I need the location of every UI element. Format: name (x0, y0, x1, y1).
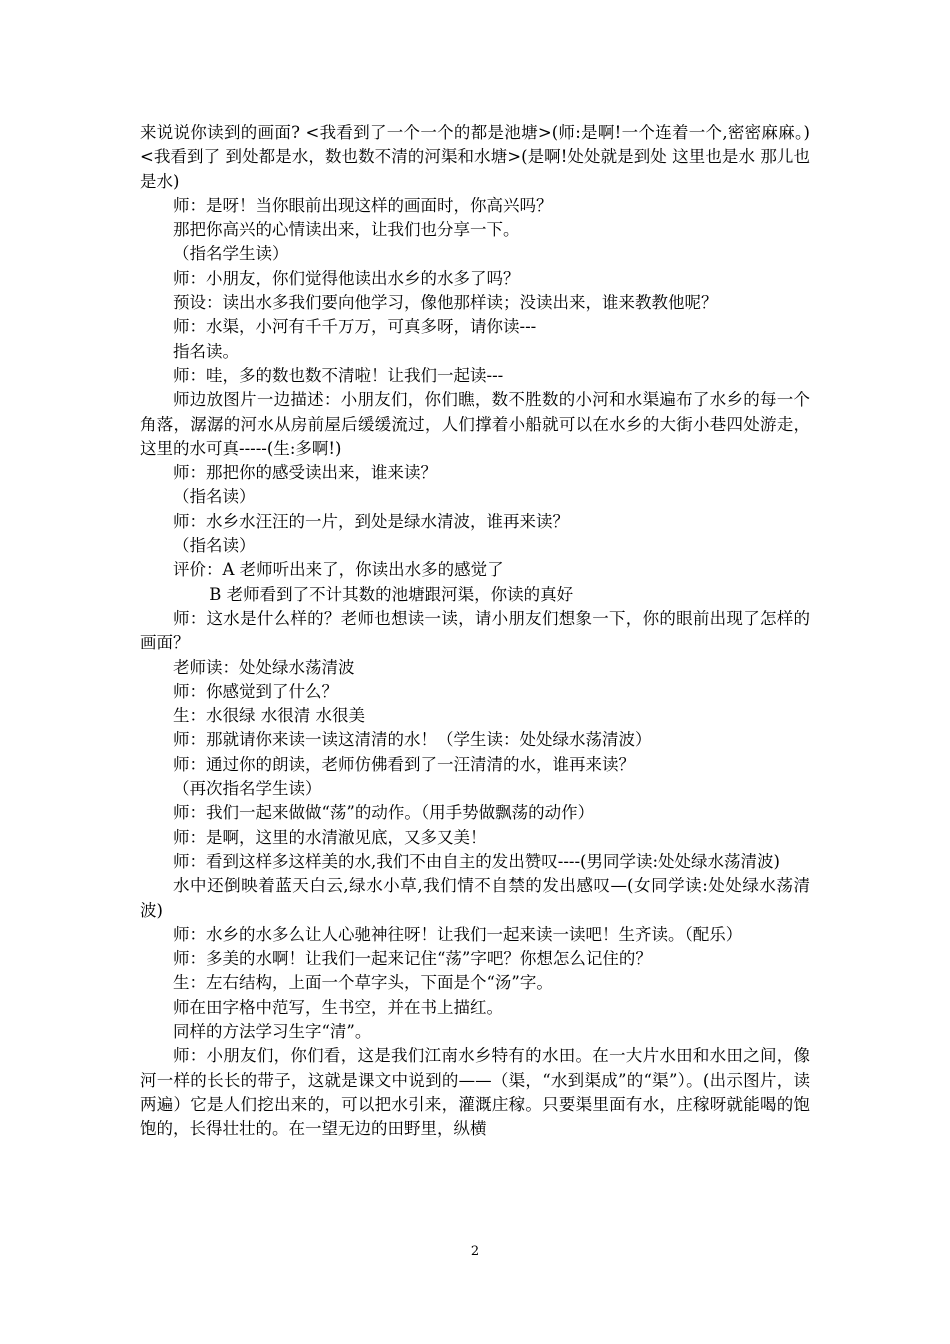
paragraph: 那把你高兴的心情读出来，让我们也分享一下。 (173, 220, 520, 240)
paragraph: 水中还倒映着蓝天白云,绿水小草,我们情不自禁的发出感叹—(女同学读:处处绿水荡清波) (140, 876, 810, 920)
paragraph: 预设：读出水多我们要向他学习，像他那样读；没读出来，谁来教教他呢？ (173, 293, 718, 313)
paragraph: 师：我们一起来做做“荡”的动作。（用手势做飘荡的动作） (173, 803, 595, 823)
paragraph: 师：小朋友，你们觉得他读出水乡的水多了吗？ (173, 268, 520, 288)
paragraph: 师：看到这样多这样美的水,我们不由自主的发出赞叹----(男同学读:处处绿水荡清波) (173, 851, 780, 871)
body-text (140, 121, 810, 1141)
paragraph: 指名读。 (173, 341, 239, 361)
paragraph: 师：多美的水啊！让我们一起来记住“荡”字吧？你想怎么记住的？ (173, 949, 652, 969)
paragraph: 师：水乡的水多么让人心驰神往呀！让我们一起来读一读吧！生齐读。（配乐） (173, 924, 743, 944)
paragraph: 老师读：处处绿水荡清波 (173, 657, 355, 677)
paragraph: （指名学生读） (173, 244, 289, 264)
paragraph: （指名读） (173, 487, 256, 507)
page-number: 2 (470, 1244, 480, 1259)
paragraph: B 老师看到了不计其数的池塘跟河渠，你读的真好 (209, 584, 574, 604)
paragraph: 师：这水是什么样的？老师也想读一读，请小朋友们想象一下，你的眼前出现了怎样的画面？ (140, 608, 810, 653)
paragraph: 生：水很绿 水很清 水很美 (173, 706, 365, 726)
paragraph: （指名读） (173, 536, 256, 556)
paragraph: 师：水乡水汪汪的一片，到处是绿水清波，谁再来读？ (173, 511, 569, 531)
paragraph: 师：通过你的朗读，老师仿佛看到了一汪清清的水，谁再来读？ (173, 754, 635, 774)
paragraph: （再次指名学生读） (173, 779, 322, 799)
paragraph: 师：小朋友们，你们看，这是我们江南水乡特有的水田。在一大片水田和水田之间，像河一样的长长的带子，这就是课文中说到的——（渠，“水到渠成”的“渠”）。(出示图片，读两遍）它是人们挖出来的，可以把水引来，灌溉庄稼。只要渠里面有水，庄稼呀就能喝的饱饱的，长得壮壮的。在一望无边的田野里，纵横 (140, 1046, 810, 1139)
paragraph: 师：水渠，小河有千千万万，可真多呀，请你读--- (173, 317, 537, 337)
paragraph: 来说说你读到的画面? <我看到了一个一个的都是池塘>(师:是啊!一个连着一个,密密麻麻。) <我看到了 到处都是水，数也数不清的河渠和水塘>(是啊!处处就是到处 这里也是水 那儿也是水) (140, 123, 810, 191)
paragraph: 评价：A 老师听出来了，你读出水多的感觉了 (173, 560, 504, 580)
paragraph: 师：哇，多的数也数不清啦！让我们一起读--- (173, 365, 504, 385)
paragraph: 师在田字格中范写，生书空，并在书上描红。 (173, 997, 503, 1017)
paragraph: 师：那就请你来读一读这清清的水！（学生读：处处绿水荡清波） (173, 730, 652, 750)
paragraph: 师：是呀！当你眼前出现这样的画面时，你高兴吗？ (173, 195, 553, 215)
paragraph: 生：左右结构，上面一个草字头，下面是个“汤”字。 (173, 973, 553, 993)
paragraph: 同样的方法学习生字“清”。 (173, 1021, 372, 1041)
paragraph: 师：那把你的感受读出来，谁来读？ (173, 463, 437, 483)
paragraph: 师边放图片一边描述：小朋友们，你们瞧，数不胜数的小河和水渠遍布了水乡的每一个角落，潺潺的河水从房前屋后缓缓流过，人们撑着小船就可以在水乡的大街小巷四处游走，这里的水可真-----(生:多啊!) (140, 390, 810, 458)
paragraph: 师：你感觉到了什么？ (173, 681, 338, 701)
paragraph: 师：是啊，这里的水清澈见底，又多又美！ (173, 827, 487, 847)
